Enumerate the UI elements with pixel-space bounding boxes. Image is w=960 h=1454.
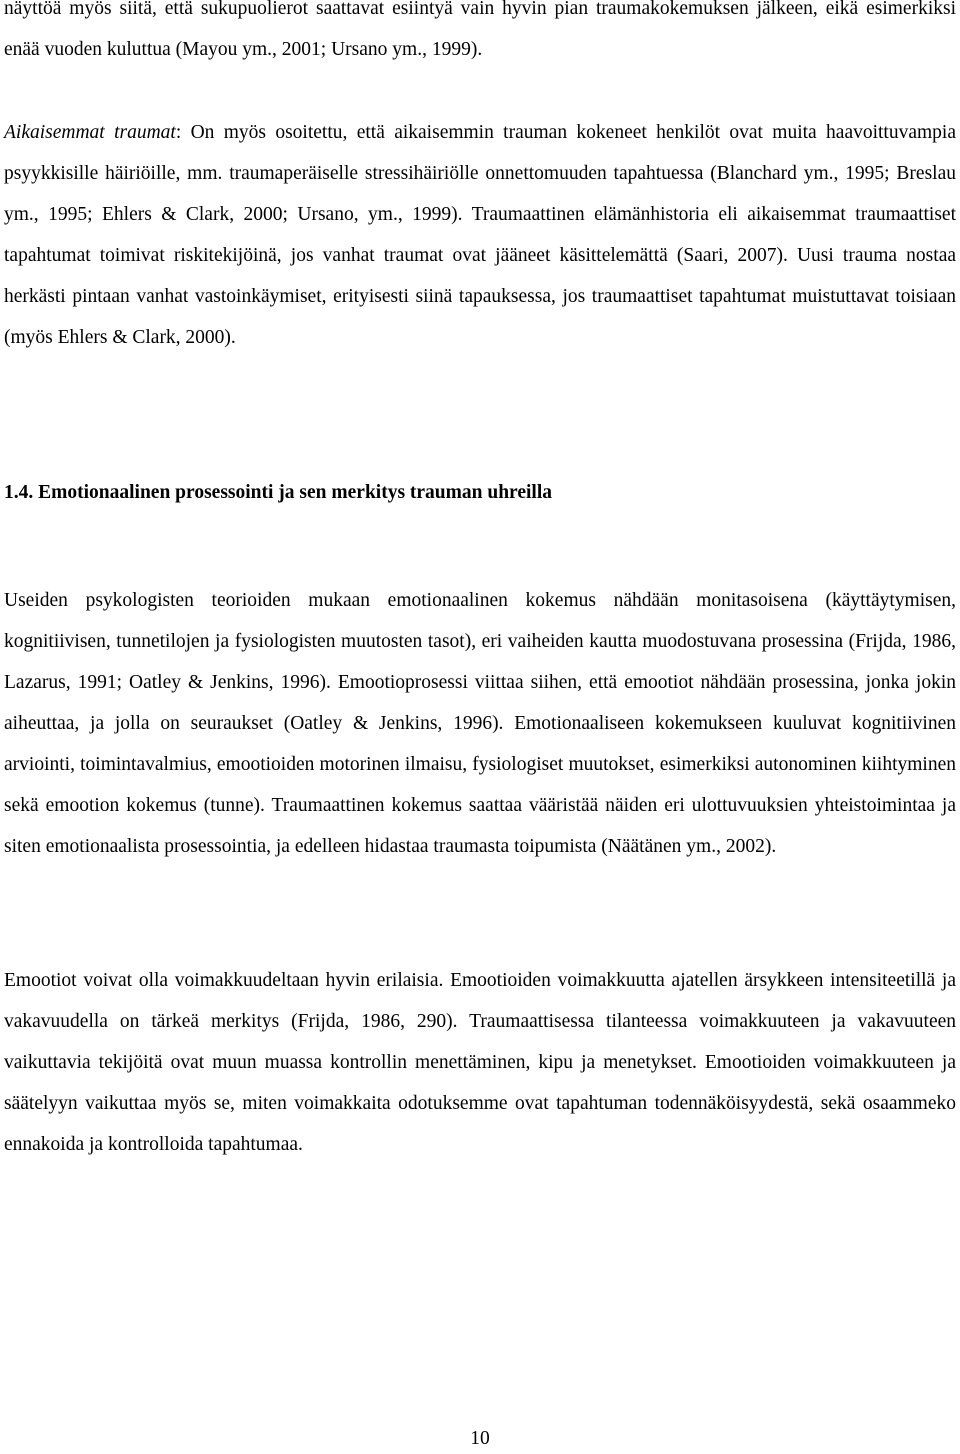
paragraph-1: näyttöä myös siitä, että sukupuolierot saattavat esiintyä vain hyvin pian traumakokemuksen jälkeen, eikä esimerkiksi enää vuoden kuluttua (Mayou ym., 2001; Ursano ym., 1999).	[4, 0, 956, 60]
paragraph-2	[4, 112, 956, 358]
page-number: 10	[470, 1428, 490, 1449]
paragraph-3: Useiden psykologisten teorioiden mukaan emotionaalinen kokemus nähdään monitasoisena (käyttäytymisen, kognitiivisen, tunnetilojen ja fysiologisten muutosten tasot), eri vaiheiden kautta muodostuvana prosessina (Frijda, 1986, Lazarus, 1991; Oatley & Jenkins, 1996). Emootioprosessi viittaa siihen, että emootiot nähdään prosessina, jonka jokin aiheuttaa, ja jolla on seuraukset (Oatley & Jenkins, 1996). Emotionaaliseen kokemukseen kuuluvat kognitiivinen arviointi, toimintavalmius, emootioiden motorinen ilmaisu, fysiologiset muutokset, esimerkiksi autonominen kiihtyminen sekä emootion kokemus (tunne). Traumaattinen kokemus saattaa vääristää näiden eri ulottuvuuksien yhteistoimintaa ja siten emotionaalista prosessointia, ja edelleen hidastaa traumasta toipumista (Näätänen ym., 2002).	[4, 590, 956, 857]
paragraph-2-body: : On myös osoitettu, että aikaisemmin trauman kokeneet henkilöt ovat muita haavoittuvampia psyykkisille häiriöille, mm. traumaperäiselle stressihäiriölle onnettomuuden tapahtuessa (Blanchard ym., 1995; Breslau ym., 1995; Ehlers & Clark, 2000; Ursano, ym., 1999). Traumaattinen elämänhistoria eli aikaisemmat traumaattiset tapahtumat toimivat riskitekijöinä, jos vanhat traumat ovat jääneet käsittelemättä (Saari, 2007). Uusi trauma nostaa herkästi pintaan vanhat vastoinkäymiset, erityisesti siinä tapauksessa, jos traumaattiset tapahtumat muistuttavat toisiaan (myös Ehlers & Clark, 2000).	[4, 122, 956, 348]
paragraph-2-lead: Aikaisemmat traumat	[4, 122, 176, 143]
paragraph-4: Emootiot voivat olla voimakkuudeltaan hyvin erilaisia. Emootioiden voimakkuutta ajatellen ärsykkeen intensiteetillä ja vakavuudella on tärkeä merkitys (Frijda, 1986, 290). Traumaattisessa tilanteessa voimakkuuteen ja vakavuuteen vaikuttavia tekijöitä ovat muun muassa kontrollin menettäminen, kipu ja menetykset. Emootioiden voimakkuuteen ja säätelyyn vaikuttaa myös se, miten voimakkaita odotuksemme ovat tapahtuman todennäköisyydestä, sekä osaammeko ennakoida ja kontrolloida tapahtumaa.	[4, 970, 956, 1155]
section-heading: 1.4. Emotionaalinen prosessointi ja sen merkitys trauman uhreilla	[4, 482, 553, 503]
